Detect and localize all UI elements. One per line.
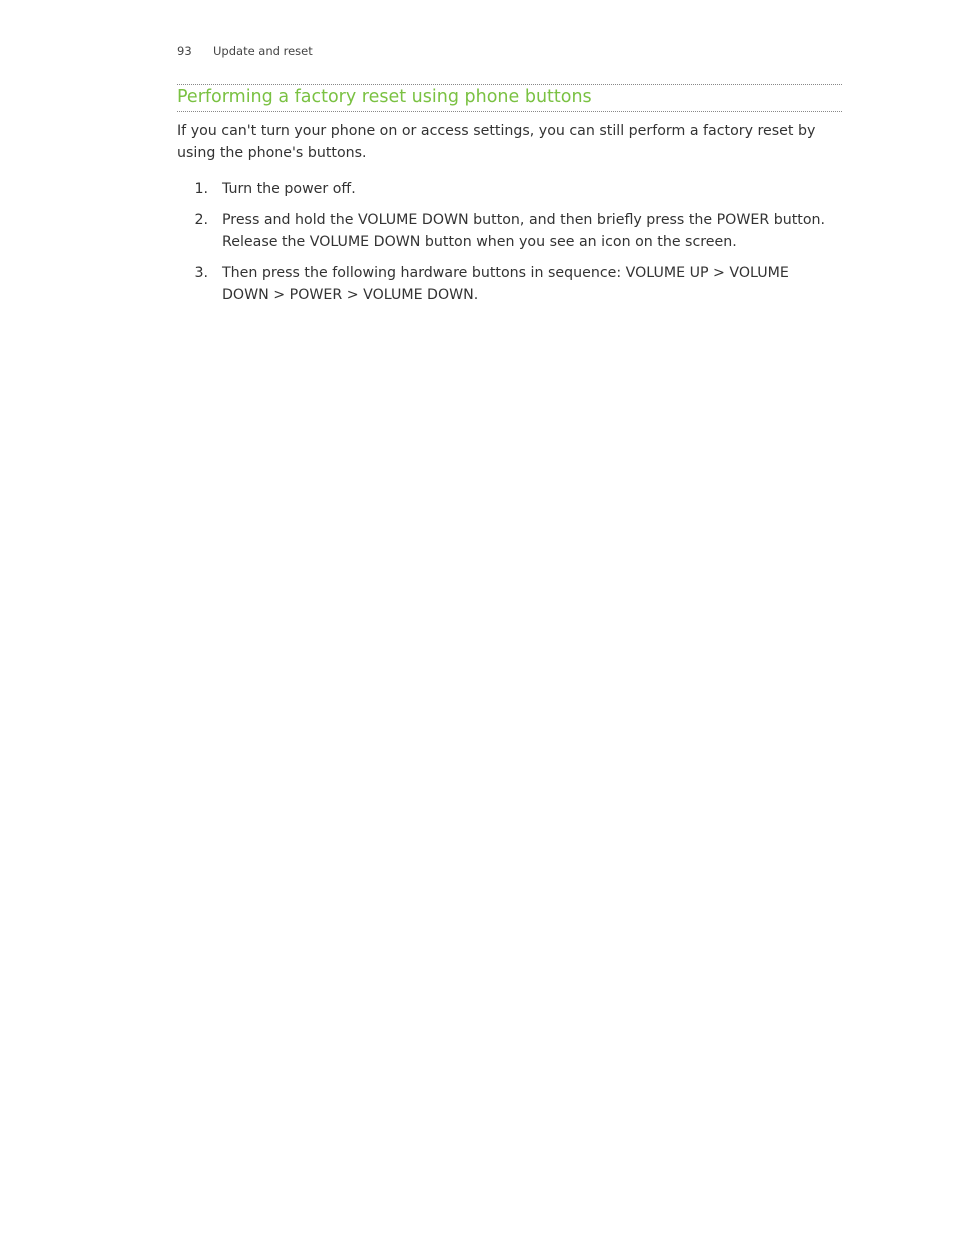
chapter-name: Update and reset [213,44,313,58]
step-item [177,209,845,253]
step-number: 2. [194,212,208,228]
step-number: 3. [194,265,208,281]
title-bottom-divider [177,111,842,112]
step-item [177,262,845,306]
section-title: Performing a factory reset using phone buttons [177,87,592,107]
step-number: 1. [194,181,208,197]
page-header [177,44,313,58]
step-text: Turn the power off. [222,181,356,197]
intro-paragraph: If you can't turn your phone on or access settings, you can still perform a factory reset by using the phone's buttons. [177,123,816,161]
step-item [177,178,845,200]
step-text: Press and hold the VOLUME DOWN button, and then briefly press the POWER button. Release the VOLUME DOWN button when you see an icon on the screen. [222,212,826,250]
page-number: 93 [177,44,192,58]
title-top-divider [177,84,842,85]
step-text: Then press the following hardware buttons in sequence: VOLUME UP > VOLUME DOWN > POWER > VOLUME DOWN. [222,265,789,303]
steps-list [177,178,845,315]
